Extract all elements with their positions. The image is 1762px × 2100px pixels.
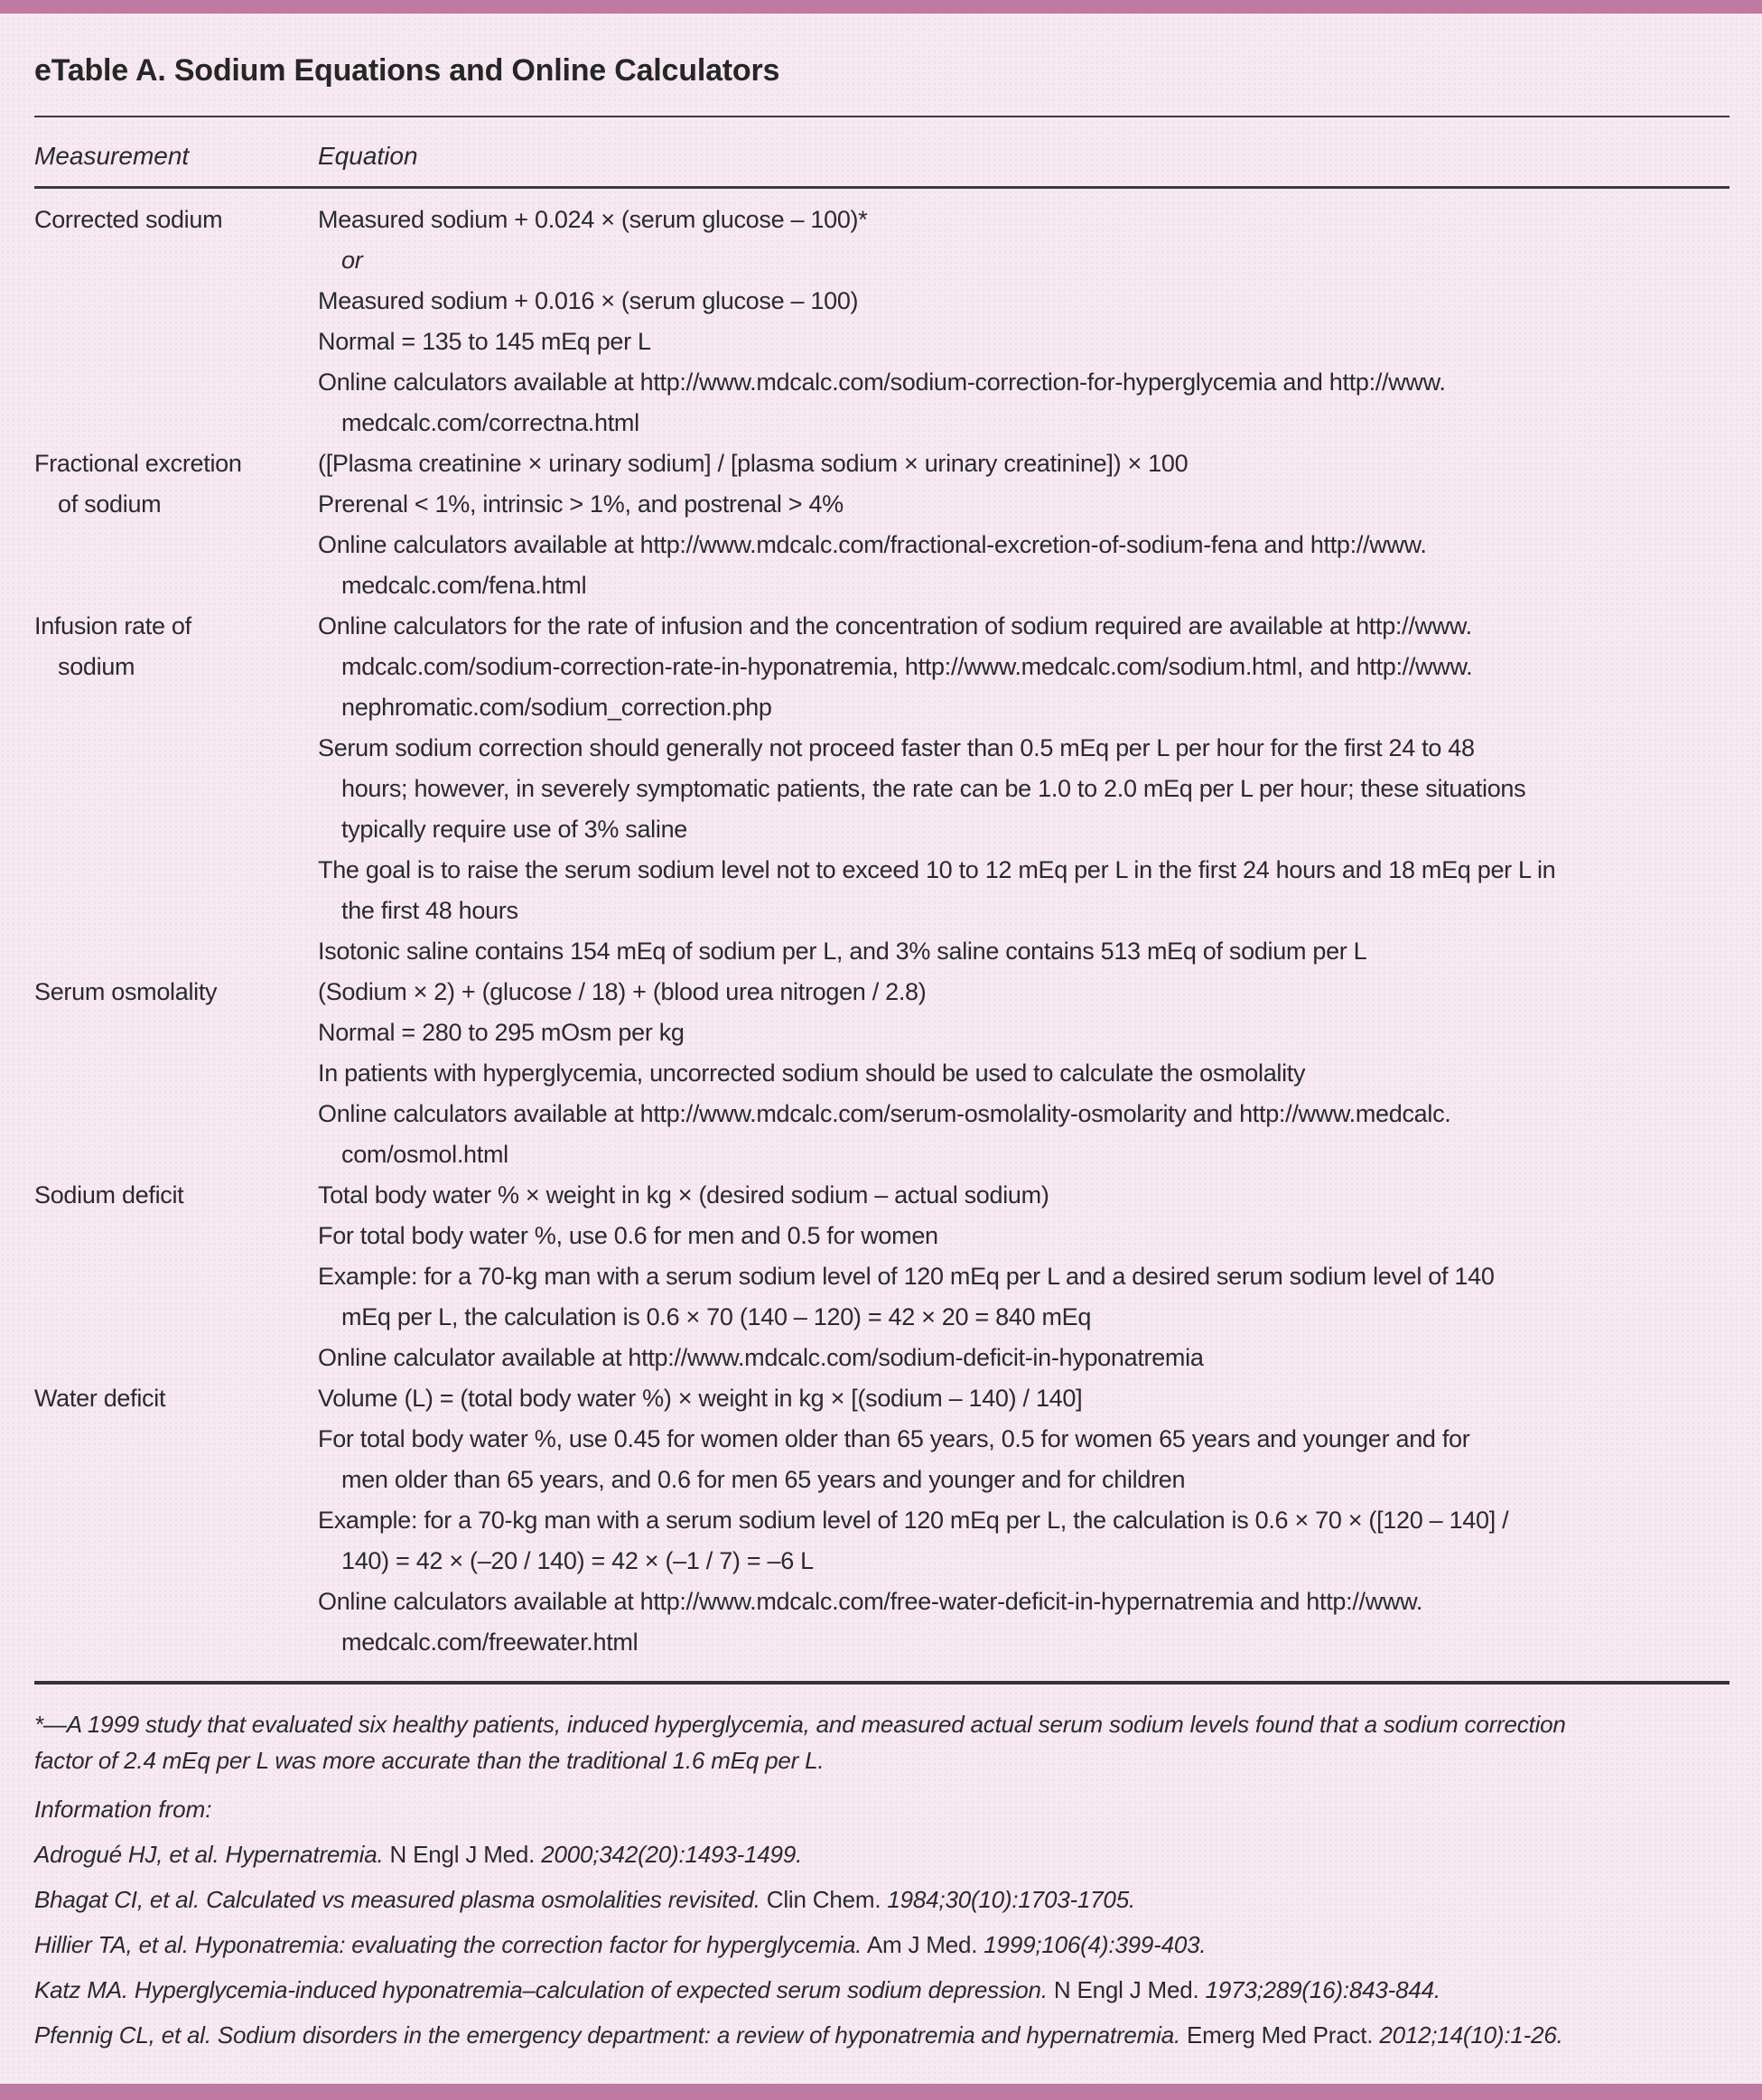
equation-line: nephromatic.com/sodium_correction.php (341, 694, 772, 721)
measurement-cell (34, 443, 318, 606)
table-row (34, 606, 1729, 972)
reference-segment: Hillier TA, et al. Hyponatremia: evaluating the correction factor for hyperglycemia. (34, 1931, 862, 1958)
equation-cell (318, 443, 1729, 606)
reference-segment: 2000;342(20):1493-1499. (541, 1841, 803, 1868)
measurement-cell (34, 606, 318, 972)
equation-line: Online calculator available at http://www.mdcalc.com/sodium-deficit-in-hyponatremia (318, 1344, 1204, 1371)
equation-line: mdcalc.com/sodium-correction-rate-in-hyponatremia, http://www.medcalc.com/sodium.html, and http://www. (341, 653, 1473, 680)
equation-cell (318, 606, 1729, 972)
table-body (34, 189, 1729, 1681)
bottom-accent-bar (0, 2084, 1762, 2100)
reference-segment: N Engl J Med. (383, 1841, 542, 1868)
measurement-cell (34, 972, 318, 1175)
equation-line: 140) = 42 × (–20 / 140) = 42 × (–1 / 7) = –6 L (341, 1547, 814, 1574)
equation-cell (318, 1175, 1729, 1378)
table-row (34, 1175, 1729, 1378)
equation-line: medcalc.com/fena.html (341, 572, 587, 599)
measurement-text: sodium (58, 653, 135, 680)
measurement-text: Serum osmolality (34, 978, 218, 1005)
equation-line: For total body water %, use 0.45 for women older than 65 years, 0.5 for women 65 years and younger and for (318, 1425, 1470, 1452)
reference-segment: Clin Chem. (760, 1886, 888, 1913)
table-row (34, 200, 1729, 443)
reference-item (34, 1930, 1729, 1959)
reference-segment: Adrogué HJ, et al. Hypernatremia. (34, 1841, 384, 1868)
equation-line: hours; however, in severely symptomatic patients, the rate can be 1.0 to 2.0 mEq per L per hour; these situations (341, 775, 1526, 802)
top-accent-bar (0, 0, 1762, 14)
footer-rule (34, 1681, 1729, 1685)
equation-cell (318, 1378, 1729, 1663)
equation-cell (318, 200, 1729, 443)
equation-line: Total body water % × weight in kg × (desired sodium – actual sodium) (318, 1181, 1049, 1209)
reference-item (34, 1885, 1729, 1914)
reference-segment: Pfennig CL, et al. Sodium disorders in the emergency department: a review of hyponatremia and hypernatremia. (34, 2021, 1180, 2049)
reference-item (34, 1975, 1729, 2004)
reference-segment: Emerg Med Pract. (1179, 2021, 1380, 2049)
measurement-text: Corrected sodium (34, 206, 223, 233)
equation-line: Measured sodium + 0.016 × (serum glucose – 100) (318, 287, 859, 314)
reference-item (34, 2021, 1729, 2049)
reference-segment: 1973;289(16):843-844. (1205, 1976, 1440, 2003)
reference-segment: Am J Med. (862, 1931, 984, 1958)
equation-line: Prerenal < 1%, intrinsic > 1%, and postrenal > 4% (318, 490, 844, 518)
reference-segment: Bhagat CI, et al. Calculated vs measured plasma osmolalities revisited. (34, 1886, 760, 1913)
equation-line: medcalc.com/freewater.html (341, 1629, 639, 1656)
measurement-text: Fractional excretion (34, 450, 242, 477)
footnote-line: factor of 2.4 mEq per L was more accurate than the traditional 1.6 mEq per L. (34, 1747, 825, 1774)
measurement-text: of sodium (58, 490, 162, 518)
title-rule (34, 116, 1729, 117)
equation-line: Online calculators available at http://www.mdcalc.com/free-water-deficit-in-hypernatremia and http://www. (318, 1588, 1423, 1615)
information-from-label: Information from: (34, 1796, 212, 1823)
equation-line: com/osmol.html (341, 1141, 508, 1168)
column-header-row (34, 140, 1729, 173)
equation-line: medcalc.com/correctna.html (341, 409, 639, 436)
equation-line: mEq per L, the calculation is 0.6 × 70 (140 – 120) = 42 × 20 = 840 mEq (341, 1303, 1092, 1330)
measurement-cell (34, 200, 318, 443)
equation-line: men older than 65 years, and 0.6 for men 65 years and younger and for children (341, 1466, 1186, 1493)
reference-segment: Katz MA. Hyperglycemia-induced hyponatremia–calculation of expected serum sodium depression. (34, 1976, 1048, 2003)
equation-line: Serum sodium correction should generally not proceed faster than 0.5 mEq per L per hour for the first 24 to 48 (318, 734, 1475, 761)
footnote-line: *—A 1999 study that evaluated six healthy patients, induced hyperglycemia, and measured actual serum sodium levels found that a sodium correction (34, 1711, 1566, 1738)
reference-segment: N Engl J Med. (1047, 1976, 1206, 2003)
reference-list (34, 1840, 1729, 2049)
table-title: eTable A. Sodium Equations and Online Calculators (34, 53, 780, 88)
equation-line: Example: for a 70-kg man with a serum sodium level of 120 mEq per L, the calculation is 0.6 × 70 × ([120 – 140] / (318, 1507, 1509, 1534)
equation-line: Normal = 280 to 295 mOsm per kg (318, 1019, 685, 1046)
reference-segment: 1984;30(10):1703-1705. (887, 1886, 1135, 1913)
equation-line: Online calculators available at http://www.mdcalc.com/serum-osmolality-osmolarity and http://www.medcalc. (318, 1100, 1451, 1127)
equation-line: or (341, 247, 363, 274)
table-row (34, 1378, 1729, 1663)
equation-line: The goal is to raise the serum sodium level not to exceed 10 to 12 mEq per L in the first 24 hours and 18 mEq per L in (318, 856, 1556, 883)
measurement-cell (34, 1175, 318, 1378)
table-row (34, 972, 1729, 1175)
measurement-text: Sodium deficit (34, 1181, 184, 1209)
table-content (34, 14, 1729, 2049)
equation-line: Online calculators for the rate of infusion and the concentration of sodium required are available at http://www. (318, 612, 1472, 639)
reference-segment: 1999;106(4):399-403. (984, 1931, 1207, 1958)
equation-cell (318, 972, 1729, 1175)
equation-line: In patients with hyperglycemia, uncorrected sodium should be used to calculate the osmolality (318, 1059, 1306, 1087)
column-header-measurement: Measurement (34, 142, 190, 170)
measurement-text: Water deficit (34, 1385, 166, 1412)
table-row (34, 443, 1729, 606)
equation-line: Online calculators available at http://www.mdcalc.com/fractional-excretion-of-sodium-fena and http://www. (318, 531, 1427, 558)
measurement-cell (34, 1378, 318, 1663)
equation-line: Measured sodium + 0.024 × (serum glucose – 100)* (318, 206, 868, 233)
footnote (34, 1706, 1729, 1778)
equation-line: the first 48 hours (341, 897, 518, 924)
measurement-text: Infusion rate of (34, 612, 191, 639)
equation-line: Example: for a 70-kg man with a serum sodium level of 120 mEq per L and a desired serum sodium level of 140 (318, 1263, 1495, 1290)
reference-segment: 2012;14(10):1-26. (1379, 2021, 1563, 2049)
equation-line: (Sodium × 2) + (glucose / 18) + (blood urea nitrogen / 2.8) (318, 978, 927, 1005)
equation-line: For total body water %, use 0.6 for men and 0.5 for women (318, 1222, 938, 1249)
equation-line: Normal = 135 to 145 mEq per L (318, 328, 651, 355)
equation-line: Isotonic saline contains 154 mEq of sodium per L, and 3% saline contains 513 mEq of sodium per L (318, 938, 1367, 965)
equation-line: Online calculators available at http://www.mdcalc.com/sodium-correction-for-hyperglycemia and http://www. (318, 369, 1446, 396)
equation-line: Volume (L) = (total body water %) × weight in kg × [(sodium – 140) / 140] (318, 1385, 1083, 1412)
column-header-equation: Equation (318, 142, 418, 170)
reference-item (34, 1840, 1729, 1869)
equation-line: ([Plasma creatinine × urinary sodium] / [plasma sodium × urinary creatinine]) × 100 (318, 450, 1189, 477)
equation-line: typically require use of 3% saline (341, 816, 688, 843)
